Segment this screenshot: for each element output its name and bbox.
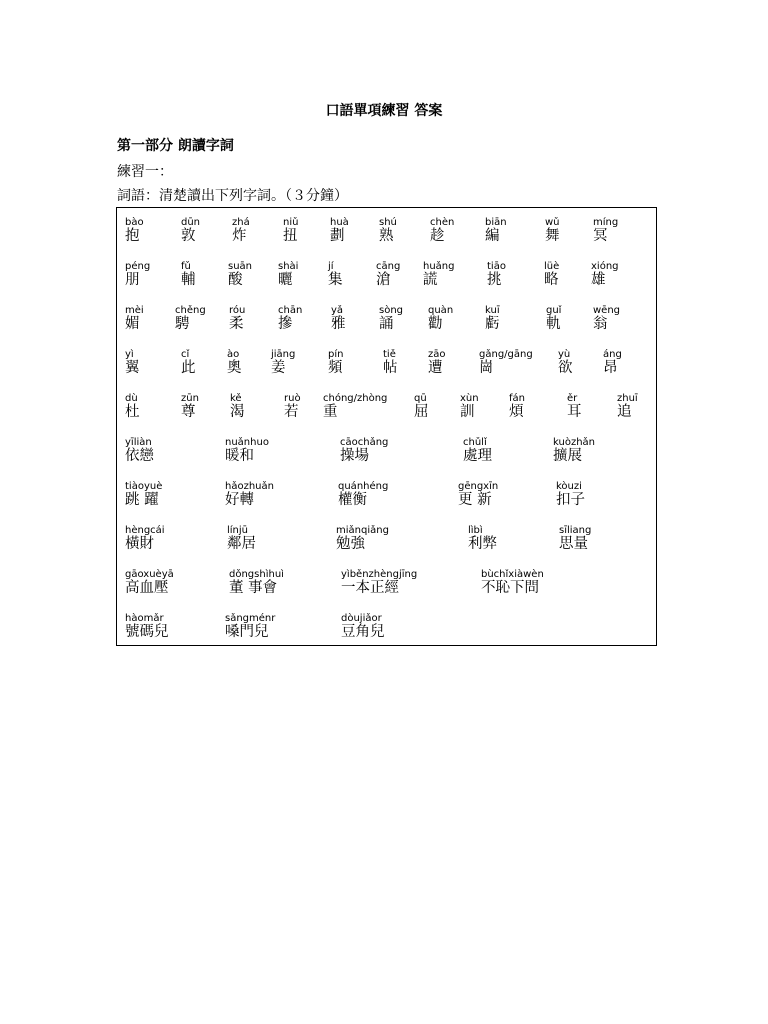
section-heading: 第一部分 朗讀字詞 [117, 138, 234, 154]
word-item [278, 261, 298, 288]
pinyin-label: róu [229, 305, 246, 316]
chinese-word: 操場 [340, 448, 369, 464]
pinyin-label: yīliàn [125, 437, 152, 448]
pinyin-label: mèi [125, 305, 144, 316]
chinese-word: 利弊 [468, 536, 497, 552]
answer-box [116, 207, 657, 646]
chinese-word: 騁 [175, 316, 190, 332]
word-item [376, 261, 400, 288]
chinese-word: 勉強 [336, 536, 365, 552]
pinyin-label: hàomǎr [125, 613, 164, 624]
chinese-word: 軌 [546, 316, 561, 332]
pinyin-label: quàn [428, 305, 454, 316]
chinese-word: 抱 [125, 228, 140, 244]
word-item [460, 393, 479, 420]
pinyin-label: chǔlǐ [463, 437, 487, 448]
word-item [125, 217, 144, 244]
word-item [125, 481, 162, 508]
pinyin-label: zhuī [617, 393, 638, 404]
word-item [181, 349, 196, 376]
word-item [383, 349, 398, 376]
word-item [125, 393, 140, 420]
word-item [468, 525, 497, 552]
pinyin-label: niǔ [283, 217, 299, 228]
chinese-word: 奧 [227, 360, 242, 376]
pinyin-label: wēng [593, 305, 621, 316]
pinyin-label: zhá [232, 217, 250, 228]
word-item [328, 349, 343, 376]
chinese-word: 權衡 [338, 492, 367, 508]
pinyin-label: gēngxīn [458, 481, 499, 492]
chinese-word: 趁 [430, 228, 445, 244]
chinese-word: 更 新 [458, 492, 492, 508]
pinyin-label: dù [125, 393, 138, 404]
chinese-word: 嗓門兒 [225, 624, 269, 640]
chinese-word: 虧 [485, 316, 500, 332]
chinese-word: 訓 [460, 404, 475, 420]
page-title: 口語單項練習 答案 [325, 103, 443, 119]
pinyin-label: guǐ [546, 305, 562, 316]
exercise-label: 練習一： [117, 164, 173, 180]
pinyin-label: fán [509, 393, 525, 404]
word-item [545, 217, 560, 244]
pinyin-label: huǎng [423, 261, 455, 272]
word-item [228, 261, 252, 288]
pinyin-label: yù [558, 349, 571, 360]
pinyin-label: dūn [181, 217, 201, 228]
chinese-word: 勸 [428, 316, 443, 332]
chinese-word: 依戀 [125, 448, 154, 464]
pinyin-label: tiāo [487, 261, 506, 272]
word-item [379, 217, 397, 244]
pinyin-label: nuǎnhuo [225, 437, 269, 448]
instruction-text: 詞語：清楚讀出下列字詞。（３分鐘） [117, 188, 348, 204]
chinese-word: 煩 [509, 404, 524, 420]
pinyin-label: tiě [383, 349, 396, 360]
word-item [323, 393, 387, 420]
chinese-word: 柔 [229, 316, 244, 332]
chinese-word: 豆角兒 [341, 624, 385, 640]
chinese-word: 若 [284, 404, 299, 420]
chinese-word: 輔 [181, 272, 196, 288]
word-item [175, 305, 206, 332]
chinese-word: 敦 [181, 228, 196, 244]
pinyin-label: ěr [567, 393, 578, 404]
word-item [479, 349, 533, 376]
word-item [125, 261, 150, 288]
word-item [330, 217, 349, 244]
word-item [379, 305, 403, 332]
chinese-word: 杜 [125, 404, 140, 420]
chinese-word: 擴展 [553, 448, 582, 464]
word-item [230, 393, 245, 420]
pinyin-label: xióng [591, 261, 619, 272]
chinese-word: 舞 [545, 228, 560, 244]
word-item [227, 525, 256, 552]
pinyin-label: yǎ [331, 305, 344, 316]
chinese-word: 欲 [558, 360, 573, 376]
word-item [229, 569, 284, 596]
word-item [225, 437, 269, 464]
pinyin-label: cāng [376, 261, 401, 272]
chinese-word: 處理 [463, 448, 492, 464]
chinese-word: 略 [544, 272, 559, 288]
pinyin-label: wǔ [545, 217, 560, 228]
chinese-word: 跳 躍 [125, 492, 159, 508]
word-item [271, 349, 295, 376]
word-item [225, 613, 275, 640]
chinese-word: 號碼兒 [125, 624, 169, 640]
pinyin-label: fǔ [181, 261, 191, 272]
chinese-word: 挑 [487, 272, 502, 288]
chinese-word: 屈 [414, 404, 429, 420]
word-item [125, 613, 169, 640]
pinyin-label: hèngcái [125, 525, 165, 536]
chinese-word: 謊 [423, 272, 438, 288]
chinese-word: 劃 [330, 228, 345, 244]
chinese-word: 此 [181, 360, 196, 376]
pinyin-label: gǎng/gāng [479, 349, 533, 360]
chinese-word: 雅 [331, 316, 346, 332]
word-item [544, 261, 559, 288]
pinyin-label: sǎngménr [225, 613, 276, 624]
pinyin-label: pín [328, 349, 344, 360]
pinyin-label: dòujiǎor [341, 613, 382, 624]
chinese-word: 追 [617, 404, 632, 420]
pinyin-label: kě [230, 393, 242, 404]
word-item [331, 305, 346, 332]
pinyin-label: línjū [227, 525, 249, 536]
pinyin-label: ruò [284, 393, 301, 404]
word-item [284, 393, 301, 420]
pinyin-label: míng [593, 217, 619, 228]
chinese-word: 媚 [125, 316, 140, 332]
word-item [229, 305, 245, 332]
chinese-word: 集 [328, 272, 343, 288]
pinyin-label: kòuzi [556, 481, 582, 492]
pinyin-label: gāoxuèyā [125, 569, 174, 580]
chinese-word: 尊 [181, 404, 196, 420]
word-item [125, 437, 154, 464]
pinyin-label: lìbì [468, 525, 483, 536]
word-item [341, 613, 385, 640]
word-item [485, 305, 500, 332]
pinyin-label: biān [485, 217, 507, 228]
word-item [181, 393, 199, 420]
word-item [125, 349, 140, 376]
chinese-word: 酸 [228, 272, 243, 288]
pinyin-label: áng [603, 349, 622, 360]
pinyin-label: qū [414, 393, 427, 404]
word-item [481, 569, 544, 596]
word-item [125, 569, 174, 596]
word-item [458, 481, 498, 508]
word-item [430, 217, 454, 244]
chinese-word: 扣子 [556, 492, 585, 508]
chinese-word: 冥 [593, 228, 608, 244]
chinese-word: 誦 [379, 316, 394, 332]
chinese-word: 熟 [379, 228, 394, 244]
pinyin-label: péng [125, 261, 151, 272]
chinese-word: 遭 [428, 360, 443, 376]
chinese-word: 暖和 [225, 448, 254, 464]
word-item [553, 437, 595, 464]
chinese-word: 扭 [283, 228, 298, 244]
pinyin-label: yìběnzhèngjīng [341, 569, 418, 580]
word-item [593, 217, 618, 244]
chinese-word: 耳 [567, 404, 582, 420]
word-item [423, 261, 455, 288]
pinyin-label: zūn [181, 393, 199, 404]
word-item [617, 393, 638, 420]
pinyin-label: chān [278, 305, 303, 316]
pinyin-label: huà [330, 217, 349, 228]
word-item [485, 217, 507, 244]
word-item [125, 305, 144, 332]
word-item [181, 261, 196, 288]
word-item [225, 481, 274, 508]
pinyin-label: tiàoyuè [125, 481, 163, 492]
word-item [340, 437, 388, 464]
pinyin-label: cǐ [181, 349, 190, 360]
pinyin-label: chěng [175, 305, 206, 316]
pinyin-label: shú [379, 217, 397, 228]
pinyin-label: cāochǎng [340, 437, 389, 448]
chinese-word: 董 事會 [229, 580, 278, 596]
word-item [283, 217, 298, 244]
pinyin-label: suān [228, 261, 253, 272]
chinese-word: 翁 [593, 316, 608, 332]
chinese-word: 思量 [559, 536, 588, 552]
chinese-word: 橫財 [125, 536, 154, 552]
pinyin-label: sòng [379, 305, 404, 316]
word-item [546, 305, 561, 332]
chinese-word: 姜 [271, 360, 286, 376]
word-item [414, 393, 429, 420]
word-item [336, 525, 389, 552]
word-item [181, 217, 200, 244]
word-item [567, 393, 582, 420]
pinyin-label: ào [227, 349, 240, 360]
pinyin-label: shài [278, 261, 299, 272]
word-item [125, 525, 165, 552]
word-item [593, 305, 620, 332]
word-item [338, 481, 388, 508]
chinese-word: 昂 [603, 360, 618, 376]
chinese-word: 翼 [125, 360, 140, 376]
pinyin-label: sīliang [559, 525, 592, 536]
pinyin-label: bùchǐxiàwèn [481, 569, 544, 580]
word-item [556, 481, 585, 508]
pinyin-label: hǎozhuǎn [225, 481, 274, 492]
pinyin-label: lüè [544, 261, 560, 272]
chinese-word: 一本正經 [341, 580, 399, 596]
chinese-word: 好轉 [225, 492, 254, 508]
word-item [509, 393, 525, 420]
chinese-word: 鄰居 [227, 536, 256, 552]
pinyin-label: chèn [430, 217, 455, 228]
pinyin-label: jiāng [271, 349, 296, 360]
pinyin-label: dǒngshìhuì [229, 569, 284, 580]
pinyin-label: xùn [460, 393, 479, 404]
chinese-word: 炸 [232, 228, 247, 244]
pinyin-label: miǎnqiǎng [336, 525, 389, 536]
chinese-word: 高血壓 [125, 580, 169, 596]
chinese-word: 曬 [278, 272, 293, 288]
word-item [463, 437, 492, 464]
word-item [428, 349, 446, 376]
pinyin-label: quánhéng [338, 481, 389, 492]
chinese-word: 重 [323, 404, 338, 420]
chinese-word: 崗 [479, 360, 494, 376]
word-item [328, 261, 343, 288]
pinyin-label: bào [125, 217, 144, 228]
chinese-word: 摻 [278, 316, 293, 332]
chinese-word: 編 [485, 228, 500, 244]
chinese-word: 朋 [125, 272, 140, 288]
pinyin-label: zāo [428, 349, 446, 360]
word-item [487, 261, 506, 288]
word-item [559, 525, 591, 552]
pinyin-label: chóng/zhòng [323, 393, 388, 404]
pinyin-label: kuī [485, 305, 500, 316]
word-item [591, 261, 619, 288]
word-item [232, 217, 250, 244]
word-item [278, 305, 302, 332]
pinyin-label: kuòzhǎn [553, 437, 595, 448]
chinese-word: 不恥下問 [481, 580, 539, 596]
word-item [341, 569, 417, 596]
chinese-word: 頻 [328, 360, 343, 376]
chinese-word: 帖 [383, 360, 398, 376]
word-item [603, 349, 622, 376]
chinese-word: 渴 [230, 404, 245, 420]
chinese-word: 滄 [376, 272, 391, 288]
pinyin-label: jí [328, 261, 334, 272]
word-item [558, 349, 573, 376]
word-item [428, 305, 453, 332]
pinyin-label: yì [125, 349, 134, 360]
word-item [227, 349, 242, 376]
chinese-word: 雄 [591, 272, 606, 288]
